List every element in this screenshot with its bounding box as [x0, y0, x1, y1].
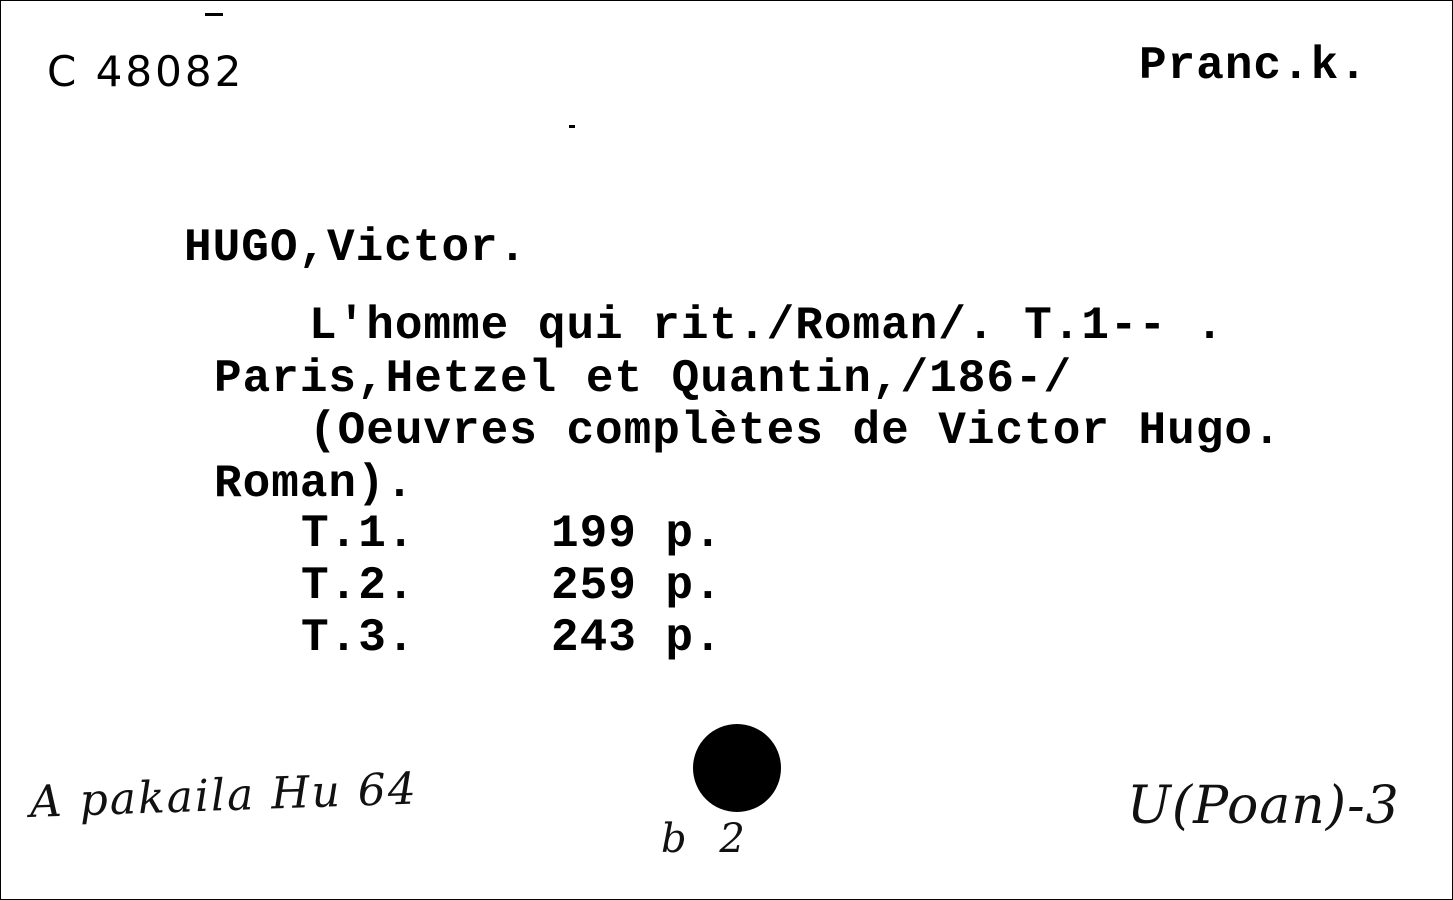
- punch-hole: [693, 724, 781, 812]
- volume-pages: 243 p.: [551, 612, 723, 664]
- handwritten-note-center: b 2: [661, 816, 755, 862]
- title-line: L'homme qui rit./Roman/. T.1-- .: [309, 300, 1225, 352]
- volume-pages: 199 p.: [551, 508, 723, 560]
- ink-mark: [569, 125, 575, 128]
- handwritten-note-left: A pakaila Hu 64: [29, 763, 419, 828]
- author-heading: HUGO,Victor.: [184, 222, 528, 274]
- shelf-mark: Pranc.k.: [1139, 40, 1368, 92]
- call-number: C 48082: [47, 47, 245, 96]
- handwritten-note-right: U(Poan)-3: [1127, 776, 1400, 836]
- volume-label: T.1.: [301, 508, 416, 560]
- series-note-continued: Roman).: [214, 458, 415, 510]
- volume-label: T.2.: [301, 560, 416, 612]
- volume-label: T.3.: [301, 612, 416, 664]
- series-note: (Oeuvres complètes de Victor Hugo.: [309, 405, 1282, 457]
- ink-mark: [205, 13, 223, 16]
- imprint-line: Paris,Hetzel et Quantin,/186-/: [214, 353, 1073, 405]
- volume-pages: 259 p.: [551, 560, 723, 612]
